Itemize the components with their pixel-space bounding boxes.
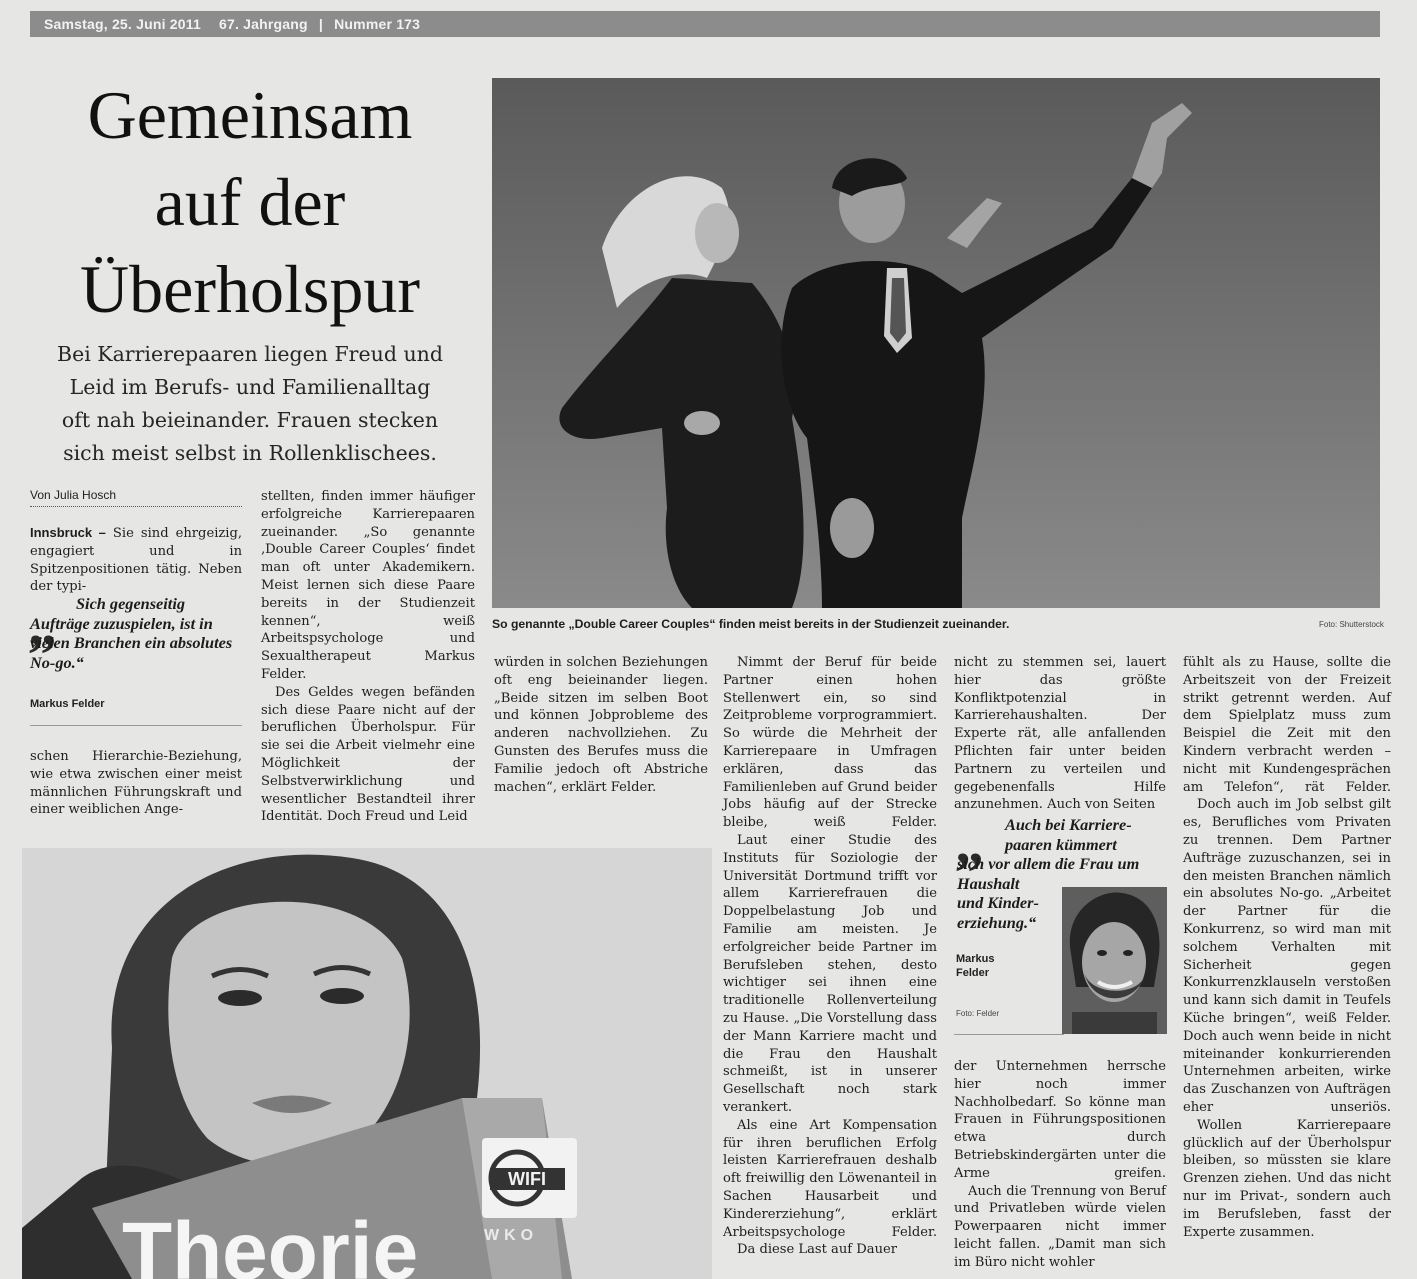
paragraph: stellten, finden immer häufiger erfolgreiche Karrierepaaren zueinander. „So genannte ‚Double Career Couples‘ findet man oft unter Akademikern. Meist lernen sich diese Paare bereits in der Studienzeit kennen“, weiß Arbeitspsychologe und Sexualtherapeut Markus Felder.	[261, 489, 475, 682]
divider	[954, 1034, 1064, 1035]
paragraph: Da diese Last auf Dauer	[737, 1242, 898, 1258]
paragraph: würden in solchen Beziehungen oft eng beieinander liegen. „Beide sitzen im selben Boot und können Jobprobleme des anderen nachvollziehen. Zu Gunsten des Berufes muss die Familie jedoch oft Abstriche machen“, erklärt Felder.	[494, 655, 708, 795]
author-portrait	[1062, 887, 1167, 1034]
article-photo	[492, 78, 1380, 608]
pull-quote-1: Sich gegenseitig Aufträge zuzuspielen, ist in vielen Branchen ein absolutes No-go.“	[30, 594, 233, 672]
column-1-intro	[30, 524, 242, 596]
column-5-top	[954, 654, 1166, 814]
paragraph: Laut einer Studie des Instituts für Soziologie der Universität Dortmund trifft vor allem Karrierefrauen die Doppelbelastung Job und Familie am meisten. Je erfolgreicher beide Partner im Berufsleben stehen, desto wichtiger sei ihnen eine traditionelle Rollenverteilung zu Hause. „Die Vorstellung dass der Mann Karriere macht und die Frau den Haushalt schmeißt, ist in unserer Gesellschaft noch stark verankert.	[723, 832, 937, 1115]
quote-mark-icon: „	[28, 592, 57, 657]
byline: Von Julia Hosch	[30, 488, 242, 507]
deck-line-4: sich meist selbst in Rollenklischees.	[63, 441, 437, 465]
wko-logo-text: WKO	[484, 1227, 539, 1244]
deck-line-2: Leid im Berufs- und Familienalltag	[69, 375, 431, 399]
issue-number: Nummer 173	[334, 16, 421, 32]
issue-volume: 67. Jahrgang	[219, 16, 308, 32]
column-2	[261, 488, 475, 826]
column-6	[1183, 654, 1391, 1241]
author-first-name: Markus	[956, 953, 995, 965]
paragraph: Des Geldes wegen befänden sich diese Paare nicht auf der beruflichen Überholspur. Für sie sei die Arbeit vielmehr eine Möglichkeit der Selbstverwirklichung und wesentlicher Bestandteil ihrer Identität. Doch Freud und Leid	[261, 684, 475, 825]
photo-caption: So genannte „Double Career Couples“ finden meist bereits in der Studienzeit zueinander.	[492, 617, 1010, 631]
advertisement	[22, 848, 712, 1279]
portrait-credit: Foto: Felder	[956, 1009, 1000, 1018]
column-1-body	[30, 748, 242, 819]
paragraph: Doch auch im Job selbst gilt es, Berufliches vom Privaten zu trennen. Dem Partner Aufträge zuzuschanzen, sei in den meisten Branchen nämlich ein absolutes No-go. „Arbeitet der Partner für die Konkurrenz, so wird man mit solchem Verhalten mit Sicherheit gegen Konkurrenzklauseln verstoßen und kann sich damit in Teufels Küche bringen“, weiß Felder. Doch auch wenn beide in nicht miteinander konkurrierenden Unternehmen arbeiten, wirke das Zuschanzen von Aufträgen eher unseriös.	[1183, 797, 1391, 1115]
portrait-illustration	[1062, 887, 1167, 1034]
pull-quote-2-line: sich vor allem die Frau um	[957, 854, 1140, 873]
dateline-separator: |	[318, 16, 324, 32]
paragraph: Auch die Trennung von Beruf und Privatleben würde vielen Powerpaaren nicht immer leicht fallen. „Damit man sich im Büro nicht wohler	[954, 1183, 1166, 1270]
paragraph: nicht zu stemmen sei, lauert hier das größte Konfliktpotenzial in Karrierehaushalten. Der Experte rät, alle anfallenden Pflichten fair unter beiden Partnern zu verteilen und gegebenenfalls Hilfe anzunehmen. Auch von Seiten	[954, 655, 1166, 813]
author-last-name: Felder	[956, 967, 990, 979]
column-4	[723, 654, 937, 1259]
ad-illustration	[22, 848, 712, 1279]
paragraph: Als eine Art Kompensation für ihren beruflichen Erfolg leisten Karrierefrauen deshalb oft freiwillig den Löwenanteil in Sachen Hausarbeit und Kindererziehung“, erklärt Arbeitspsychologe Felder.	[723, 1117, 937, 1240]
pull-quote-2-line: erziehung.“	[957, 912, 1037, 932]
paragraph: schen Hierarchie-Beziehung, wie etwa zwischen einer meist männlichen Führungskraft und einer weiblichen Ange-	[30, 749, 242, 818]
pull-quote-2-line: und Kinder-	[957, 893, 1039, 912]
paragraph: der Unternehmen herrsche hier noch immer Nachholbedarf. So könne man Frauen in Führungspositionen etwa durch Betriebskindergärten unter die Arme greifen.	[954, 1059, 1166, 1181]
deck	[30, 338, 470, 470]
deck-line-3: oft nah beieinander. Frauen stecken	[61, 408, 439, 432]
dateline-bar	[30, 11, 1380, 37]
pull-quote-2-line: Haushalt	[957, 873, 1020, 893]
paragraph: Nimmt der Beruf für beide Partner einen hohen Stellenwert ein, so sind Zeitprobleme vorprogrammiert. So würde die Mehrheit der Karrierepaare in Umfragen erklären, dass das Familienleben auf Grund beider Jobs häufig auf der Strecke bleibe, weiß Felder.	[723, 655, 937, 831]
photo-credit: Foto: Shutterstock	[1319, 620, 1384, 629]
paragraph: Wollen Karrierepaare glücklich auf der Überholspur bleiben, so müssten sie klare Grenzen ziehen. Und das nicht nur im Privat-, sondern auch im Berufsleben, fasst der Experte zusammen.	[1183, 1117, 1391, 1240]
headline	[30, 72, 470, 333]
pull-quote-2-line: Auch bei Karriere-	[1005, 815, 1132, 834]
book-title-text: Theorie	[122, 1206, 419, 1279]
intro-text: Sie sind ehrgeizig, engagiert und in Spitzenpositionen tätig. Neben der typi-	[30, 526, 243, 595]
pull-quote-1-author: Markus Felder	[30, 698, 105, 710]
quote-mark-icon: „	[955, 810, 984, 875]
issue-date: Samstag, 25. Juni 2011	[44, 16, 201, 32]
article-dateline: Innsbruck –	[30, 525, 106, 540]
divider	[30, 725, 242, 726]
headline-line-1: Gemeinsam	[87, 77, 413, 153]
column-3	[494, 654, 708, 796]
column-5-bottom	[954, 1058, 1166, 1272]
deck-line-1: Bei Karrierepaaren liegen Freud und	[57, 342, 443, 366]
pull-quote-2-author	[956, 952, 995, 980]
pull-quote-2-line: paaren kümmert	[1005, 834, 1117, 854]
couple-photo-illustration	[492, 78, 1380, 608]
paragraph: fühlt als zu Hause, sollte die Arbeitszeit von der Freizeit strikt getrennt werden. Auf dem Spielplatz muss zum Beispiel die Zeit mit den Kindern verbracht werden – nicht mit Kundengesprächen am Telefon“, rät Felder.	[1183, 655, 1391, 795]
headline-line-2: auf der	[154, 164, 346, 240]
headline-line-3: Überholspur	[80, 251, 420, 327]
wifi-logo-text: WIFI	[508, 1169, 546, 1189]
